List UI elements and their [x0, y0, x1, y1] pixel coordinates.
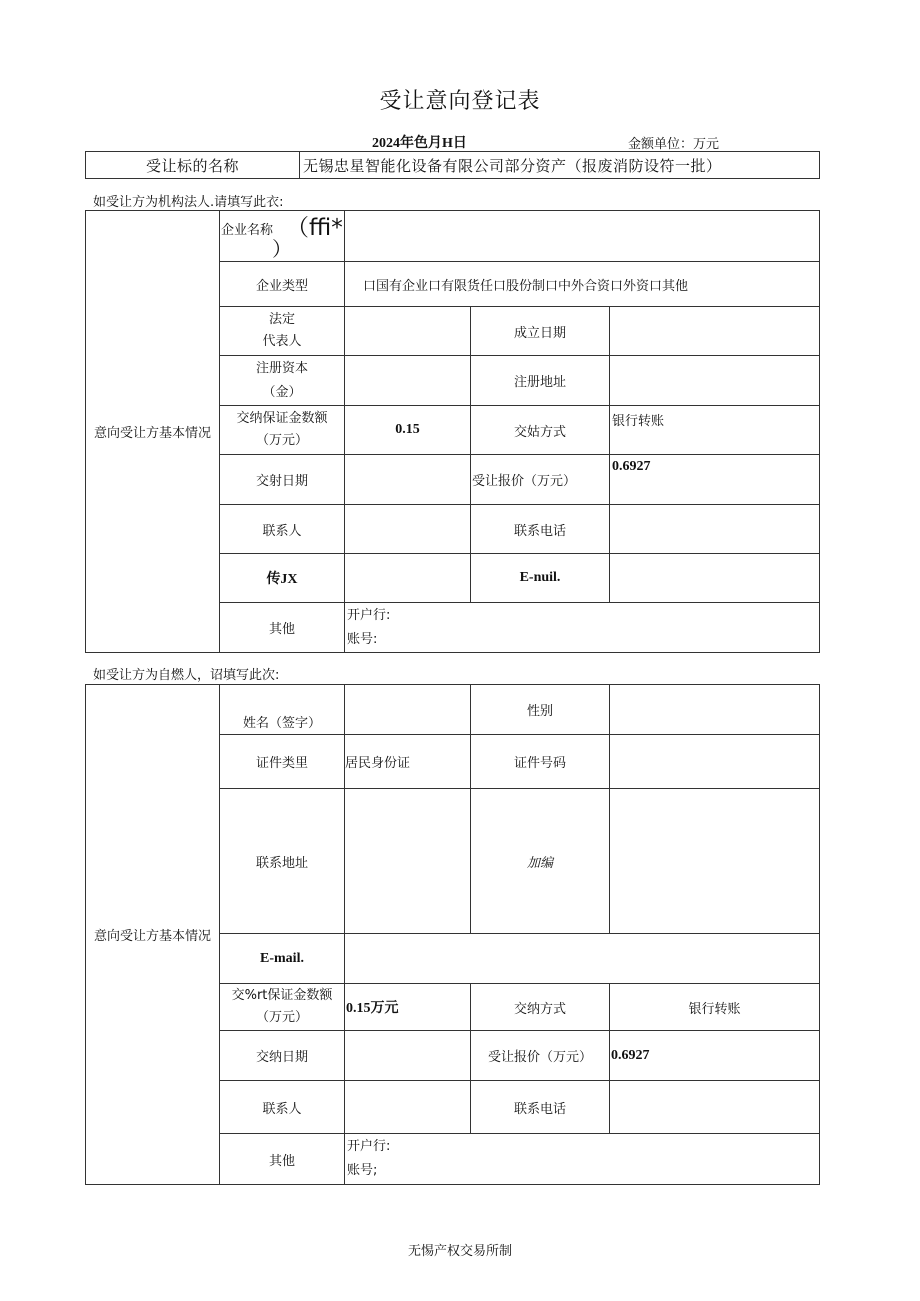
- individual-note: 如受让方为自燃人，诏填写此次:: [93, 668, 280, 683]
- company-name-paren: ）: [272, 237, 292, 261]
- id-type-value[interactable]: 居民身份证: [345, 735, 471, 789]
- payment-method-label-ind: 交纳方式: [471, 984, 610, 1031]
- legal-rep-line1: 法定: [268, 312, 295, 327]
- email-value[interactable]: [610, 554, 820, 603]
- individual-section-label: 意向受让方基本情况: [86, 685, 220, 1185]
- phone-value-ind[interactable]: [610, 1081, 820, 1134]
- reg-capital-line1: 注册资本: [255, 360, 308, 376]
- id-number-label: 证件号码: [471, 735, 610, 789]
- email-label: E-nuil.: [471, 554, 610, 603]
- contact-value-ind[interactable]: [345, 1081, 471, 1134]
- address-label: 联系地址: [220, 789, 345, 934]
- institution-note: 如受让方为机构法人.请填写此衣:: [93, 195, 284, 210]
- legal-rep-label: [220, 307, 345, 356]
- reg-capital-label: [220, 356, 345, 406]
- date-line: 2024年色月H日: [372, 136, 467, 151]
- phone-label-ind: 联系电话: [471, 1081, 610, 1134]
- subject-table: [85, 151, 820, 179]
- account-label-ind: 账号;: [347, 1163, 378, 1178]
- phone-value[interactable]: [610, 505, 820, 554]
- legal-rep-line2: 代表人: [262, 334, 302, 349]
- page-title: 受让意向登记表: [379, 89, 541, 114]
- phone-label: 联系电话: [471, 505, 610, 554]
- account-label: 账号:: [347, 631, 378, 647]
- offer-label-ind: 受让报价（万元）: [471, 1031, 610, 1081]
- payment-date-label-ind: 交纳日期: [220, 1031, 345, 1081]
- reg-capital-value[interactable]: [345, 356, 471, 406]
- offer-value-ind[interactable]: 0.6927: [610, 1031, 820, 1081]
- reg-address-label: 注册地址: [471, 356, 610, 406]
- legal-rep-value[interactable]: [345, 307, 471, 356]
- reg-capital-line2: （金）: [262, 384, 302, 400]
- postcode-label: 加编: [471, 789, 610, 934]
- company-type-label: 企业类型: [220, 262, 345, 307]
- gender-label: 性别: [471, 685, 610, 735]
- established-label: 成立日期: [471, 307, 610, 356]
- deposit-line1-ind: 交%rt保证金数额: [231, 988, 333, 1003]
- company-name-label: 企业名称: [221, 223, 274, 238]
- bank-label: 开户行:: [347, 607, 391, 623]
- deposit-value[interactable]: 0.15: [345, 406, 471, 455]
- payment-date-value-ind[interactable]: [345, 1031, 471, 1081]
- contact-label: 联系人: [220, 505, 345, 554]
- gender-value[interactable]: [610, 685, 820, 735]
- payment-date-label: 交射日期: [220, 455, 345, 505]
- deposit-line2: （万元）: [255, 433, 308, 448]
- other-label: 其他: [220, 603, 345, 653]
- company-name-scan: （ffi*: [286, 215, 343, 241]
- offer-value[interactable]: 0.6927: [610, 455, 820, 505]
- postcode-value[interactable]: [610, 789, 820, 934]
- id-number-value[interactable]: [610, 735, 820, 789]
- footer-issuer: 无惕产权交易所制: [407, 1244, 512, 1259]
- contact-label-ind: 联系人: [220, 1081, 345, 1134]
- subject-value: 无锡忠星智能化设备有限公司部分资产（报废消防设符一批）: [300, 152, 820, 179]
- amount-unit: 金额单位：万元: [628, 137, 720, 152]
- company-name-label-cell: [220, 211, 345, 262]
- deposit-label: [220, 406, 345, 455]
- email-label-ind: E-mail.: [220, 934, 345, 984]
- contact-value[interactable]: [345, 505, 471, 554]
- fax-label: 传JX: [220, 554, 345, 603]
- deposit-line2-ind: （万元）: [255, 1010, 308, 1025]
- institution-section-label: 意向受让方基本情况: [86, 211, 220, 653]
- deposit-value-ind[interactable]: 0.15万元: [345, 984, 471, 1031]
- subject-label: 受让标的名称: [86, 152, 300, 179]
- name-value[interactable]: [345, 685, 471, 735]
- deposit-label-ind: [220, 984, 345, 1031]
- fax-value[interactable]: [345, 554, 471, 603]
- bank-label-ind: 开户行:: [347, 1139, 391, 1154]
- offer-label: 受让报价（万元）: [471, 455, 610, 505]
- individual-table: [85, 684, 820, 1185]
- other-value-ind[interactable]: [345, 1134, 820, 1185]
- company-name-value[interactable]: [345, 211, 820, 262]
- company-type-options[interactable]: 口国有企业口有限货任口股份制口中外合资口外资口其他: [345, 262, 820, 307]
- established-value[interactable]: [610, 307, 820, 356]
- payment-method-value-ind[interactable]: 银行转账: [610, 984, 820, 1031]
- payment-method-label: 交姑方式: [471, 406, 610, 455]
- other-value[interactable]: [345, 603, 820, 653]
- name-label: 姓名（签字）: [220, 685, 345, 735]
- reg-address-value[interactable]: [610, 356, 820, 406]
- payment-date-value[interactable]: [345, 455, 471, 505]
- id-type-label: 证件类里: [220, 735, 345, 789]
- address-value[interactable]: [345, 789, 471, 934]
- payment-method-value[interactable]: 银行转账: [610, 406, 820, 455]
- institution-table: [85, 210, 820, 653]
- other-label-ind: 其他: [220, 1134, 345, 1185]
- email-value-ind[interactable]: [345, 934, 820, 984]
- deposit-line1: 交纳保证金数额: [236, 411, 328, 426]
